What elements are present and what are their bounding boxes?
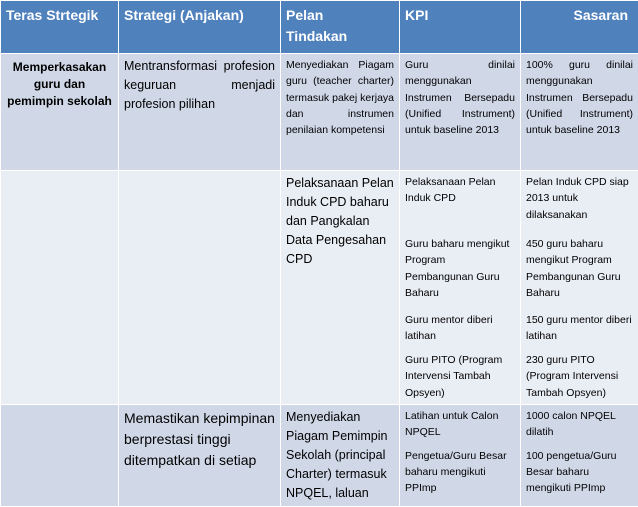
sasaran-item: Pelan Induk CPD siap 2013 untuk dilaksanakan	[526, 174, 633, 236]
table-row	[1, 404, 638, 506]
header-teras: Teras Strtegik	[1, 1, 119, 54]
cell-kpi: Guru dinilai menggunakan Instrumen Bersepadu (Unified Instrument) untuk baseline 2013	[400, 54, 521, 171]
kpi-item: Pelaksanaan Pelan Induk CPD	[405, 174, 515, 236]
cell-kpi	[400, 404, 521, 506]
table-row	[1, 171, 638, 405]
table-header-row	[1, 1, 638, 54]
cell-strategi	[119, 171, 281, 405]
cell-teras	[1, 404, 119, 506]
kpi-item: Latihan untuk Calon NPQEL	[405, 408, 515, 448]
cell-pelan: Menyediakan Piagam guru (teacher charter) termasuk pakej kerjaya dan instrumen penilaian kompetensi	[281, 54, 400, 171]
cell-kpi	[400, 171, 521, 405]
cell-pelan: Menyediakan Piagam Pemimpin Sekolah (principal Charter) termasuk NPQEL, laluan	[281, 404, 400, 506]
sasaran-item: 230 guru PITO (Program Intervensi Tambah Opsyen)	[526, 352, 633, 401]
sasaran-item: 1000 calon NPQEL dilatih	[526, 408, 633, 448]
kpi-item: Guru mentor diberi latihan	[405, 312, 515, 352]
header-strategi: Strategi (Anjakan)	[119, 1, 281, 54]
kpi-item: Guru baharu mengikut Program Pembangunan Guru Baharu	[405, 236, 515, 312]
sasaran-item: 150 guru mentor diberi latihan	[526, 312, 633, 352]
cell-teras	[1, 171, 119, 405]
cell-sasaran	[521, 171, 638, 405]
header-kpi: KPI	[400, 1, 521, 54]
cell-pelan: Pelaksanaan Pelan Induk CPD baharu dan Pangkalan Data Pengesahan CPD	[281, 171, 400, 405]
kpi-item: Pengetua/Guru Besar baharu mengikuti PPImp	[405, 448, 515, 497]
cell-teras: Memperkasakan guru dan pemimpin sekolah	[1, 54, 119, 171]
header-sasaran: Sasaran	[521, 1, 638, 54]
cell-sasaran: 100% guru dinilai menggunakan Instrumen Bersepadu (Unified Instrument) untuk baseline 2013	[521, 54, 638, 171]
cell-sasaran	[521, 404, 638, 506]
sasaran-item: 100 pengetua/Guru Besar baharu mengikuti PPImp	[526, 448, 633, 497]
header-pelan: Pelan Tindakan	[281, 1, 400, 54]
cell-strategi: Memastikan kepimpinan berprestasi tinggi ditempatkan di setiap	[119, 404, 281, 506]
kpi-item: Guru PITO (Program Intervensi Tambah Opsyen)	[405, 352, 515, 401]
cell-strategi: Mentransformasi profesion keguruan menjadi profesion pilihan	[119, 54, 281, 171]
sasaran-item: 450 guru baharu mengikut Program Pembangunan Guru Baharu	[526, 236, 633, 312]
table-row	[1, 54, 638, 171]
